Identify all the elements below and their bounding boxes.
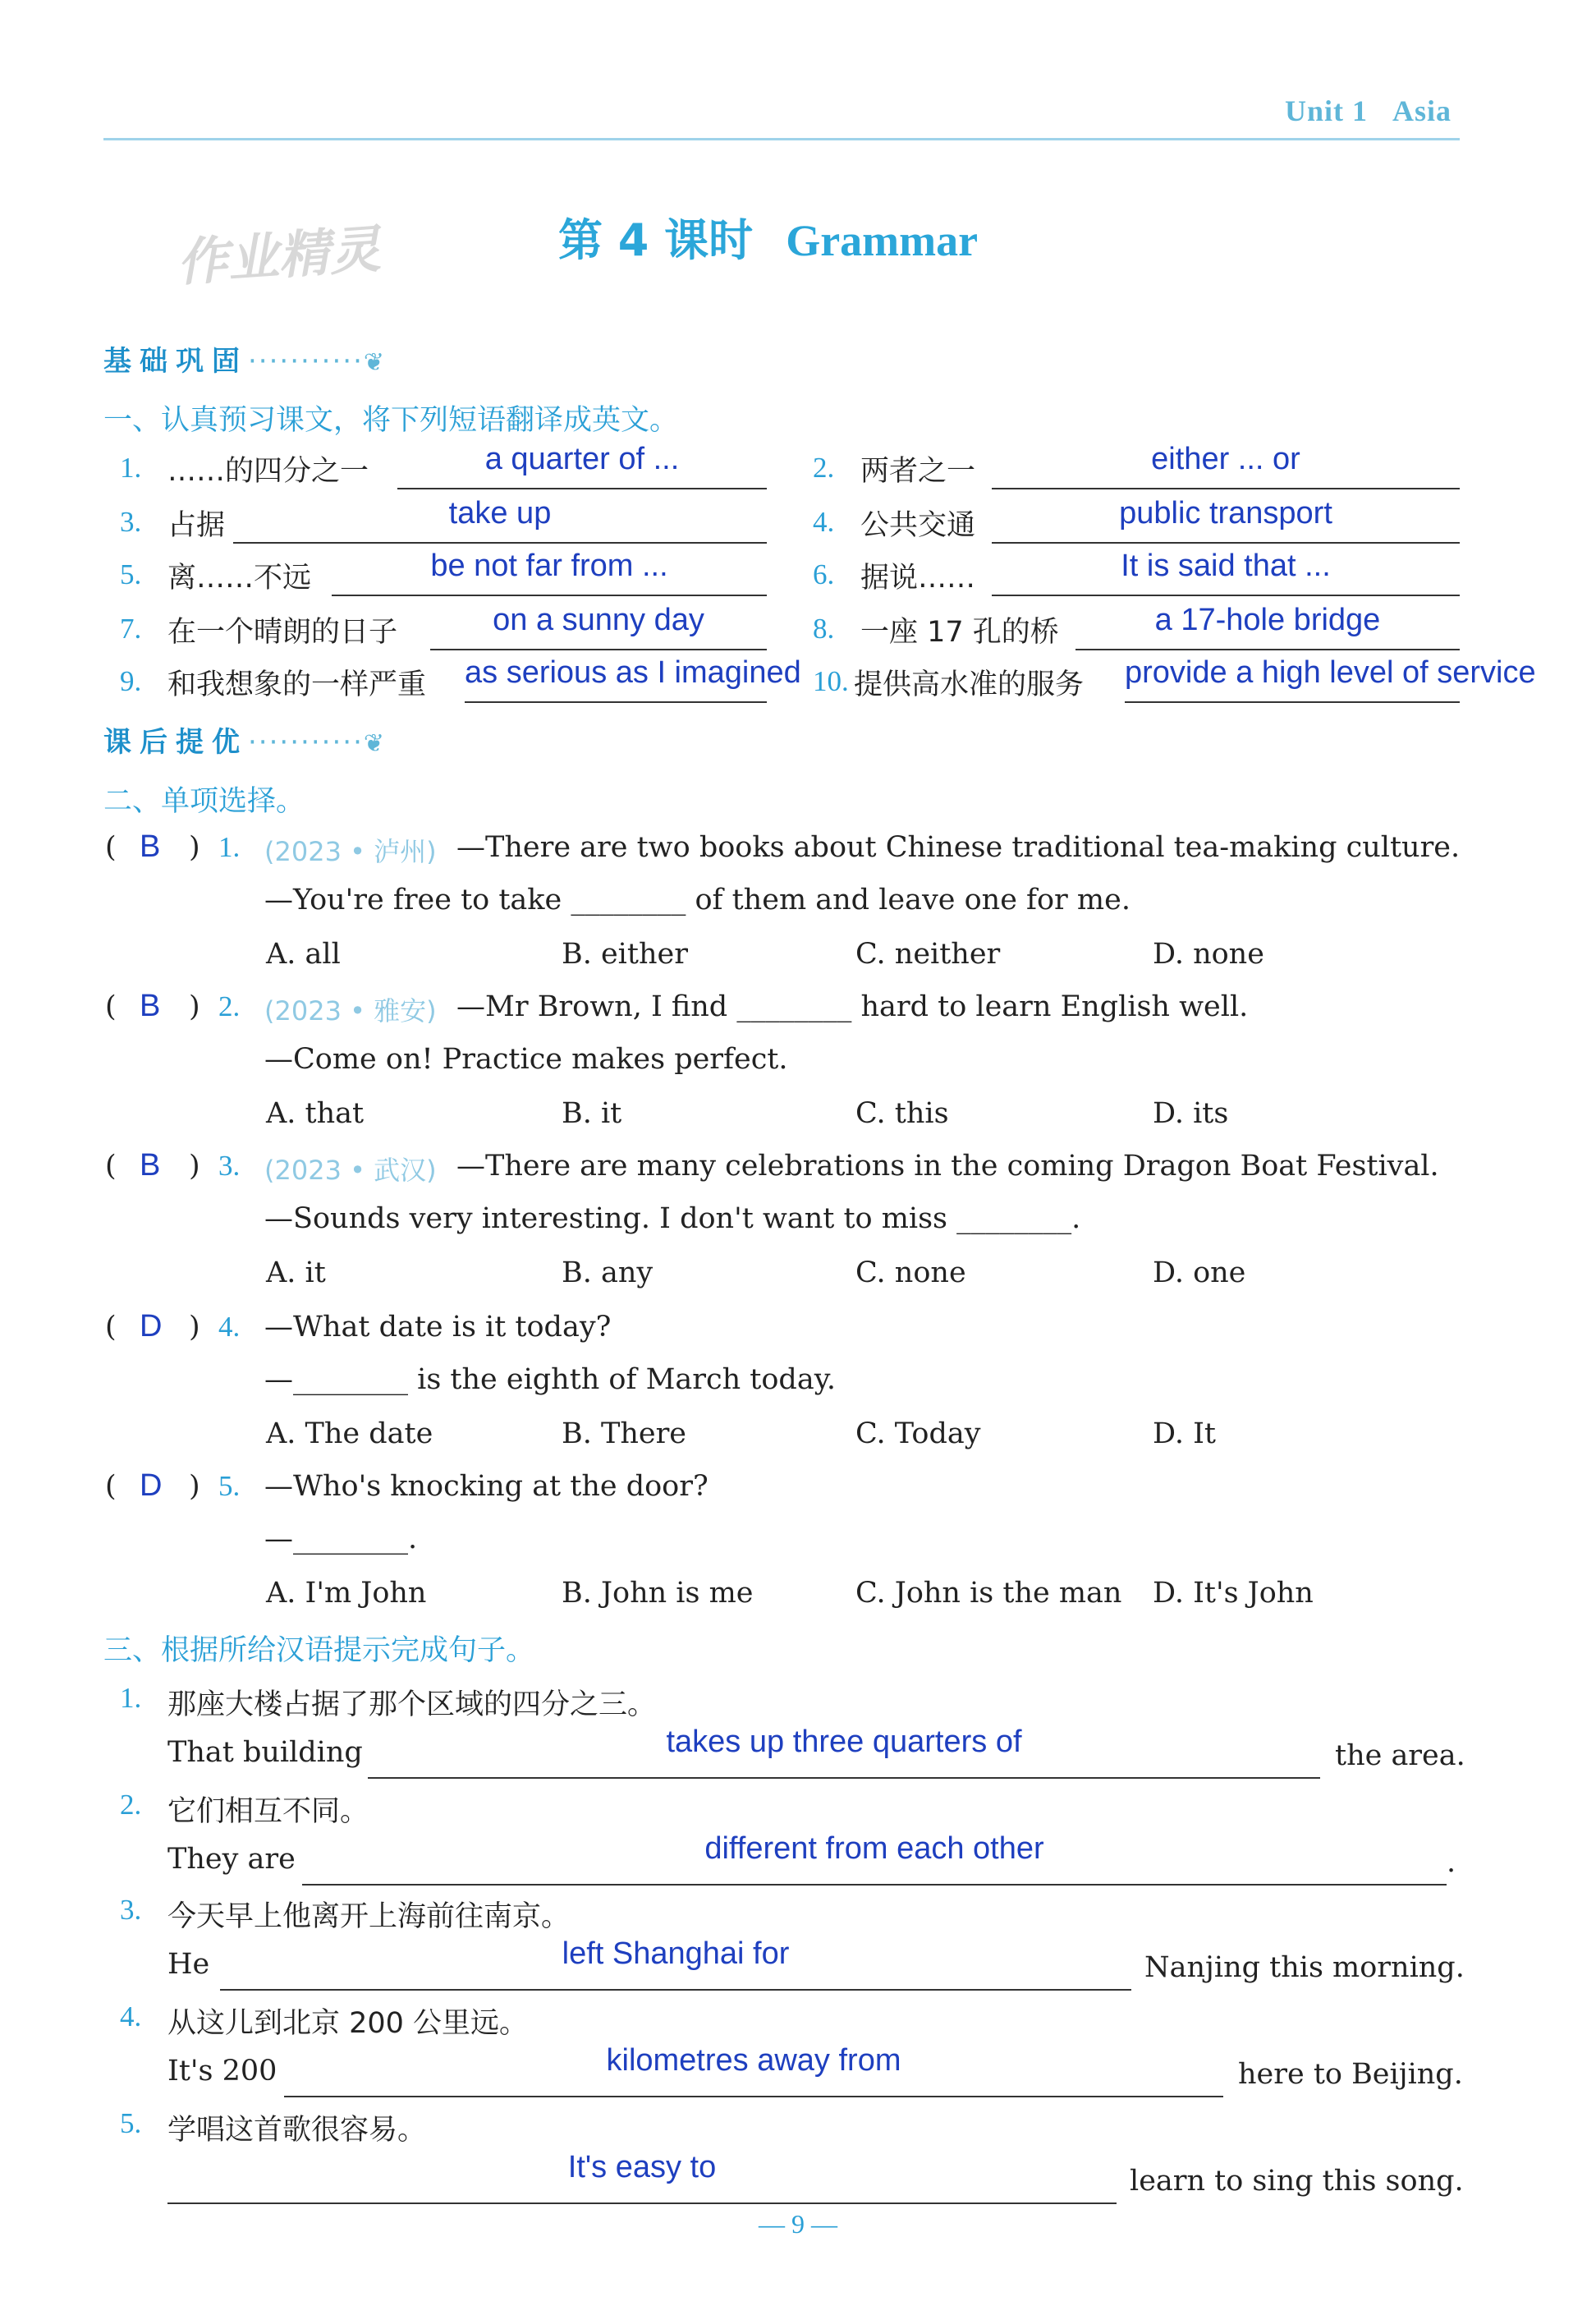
option-b: B. it — [562, 1097, 622, 1130]
section-tag-label: 课后提优 — [103, 726, 248, 759]
unit-label — [1285, 94, 1452, 128]
item-number: 4. — [813, 506, 835, 538]
item-prompt: 占据 — [167, 509, 226, 542]
question-line-2: —Sounds very interesting. I don't want to miss ________. — [264, 1202, 1081, 1235]
handwritten-answer: a quarter of ... — [484, 442, 680, 476]
question-line-2: —________. — [264, 1523, 418, 1555]
item-prompt: 和我想象的一样严重 — [167, 668, 427, 701]
answer-paren-open: ( — [105, 831, 117, 864]
handwritten-answer: It's easy to — [567, 2150, 717, 2184]
answer-paren-open: ( — [105, 1150, 117, 1183]
handwritten-answer: different from each other — [704, 1831, 1044, 1866]
leaf-icon: ❦ — [363, 729, 393, 758]
page-number: — 9 — — [759, 2209, 837, 2239]
chinese-prompt: 那座大楼占据了那个区域的四分之三。 — [167, 1688, 657, 1721]
section1-instruction: 一、认真预习课文，将下列短语翻译成英文。 — [103, 404, 679, 437]
handwritten-answer: It is said that ... — [1121, 549, 1331, 583]
item-number: 2. — [813, 452, 835, 484]
handwritten-answer: either ... or — [1151, 442, 1300, 476]
selected-answer: B — [140, 989, 161, 1023]
item-prompt: ……的四分之一 — [167, 455, 369, 488]
item-number: 1. — [120, 1682, 142, 1714]
question-line-1: —Mr Brown, I find ________ hard to learn English well. — [456, 990, 1249, 1023]
handwritten-answer: left Shanghai for — [562, 1936, 790, 1971]
option-c: C. neither — [855, 938, 1001, 971]
answer-paren-close: ) — [189, 1470, 200, 1503]
option-b: B. John is me — [562, 1577, 754, 1610]
sentence-end: . — [1447, 1846, 1456, 1879]
option-d: D. It's John — [1153, 1577, 1314, 1610]
option-b: B. either — [562, 938, 688, 971]
option-c: C. John is the man — [855, 1577, 1122, 1610]
section-tag-advanced — [103, 719, 392, 760]
selected-answer: B — [140, 829, 161, 864]
answer-paren-open: ( — [105, 1311, 117, 1344]
chinese-prompt: 学唱这首歌很容易。 — [167, 2114, 427, 2147]
leaf-icon: ❦ — [363, 348, 393, 377]
item-prompt: 在一个晴朗的日子 — [167, 616, 398, 649]
item-number: 10. — [813, 665, 849, 697]
answer-paren-close: ) — [189, 990, 200, 1023]
question-source: (2023 • 雅安) — [264, 995, 437, 1027]
dotted-divider: ··········· — [248, 726, 364, 759]
item-prompt: 离……不远 — [167, 562, 312, 595]
selected-answer: B — [140, 1148, 161, 1183]
item-number: 1. — [120, 452, 142, 484]
section-tag-label: 基础巩固 — [103, 345, 248, 378]
item-number: 5. — [120, 558, 142, 590]
handwritten-answer: as serious as I imagined — [465, 655, 801, 690]
section-tag-basic — [103, 338, 392, 379]
option-b: B. any — [562, 1256, 654, 1289]
option-d: D. one — [1153, 1256, 1246, 1289]
page-number-value: 9 — [791, 2209, 805, 2239]
handwritten-answer: on a sunny day — [493, 603, 704, 637]
selected-answer: D — [140, 1309, 163, 1344]
question-line-1: —There are many celebrations in the coming Dragon Boat Festival. — [456, 1150, 1439, 1183]
answer-paren-close: ) — [189, 831, 200, 864]
handwritten-answer: be not far from ... — [430, 549, 668, 583]
option-b: B. There — [562, 1417, 687, 1450]
question-number: 4. — [218, 1311, 241, 1343]
item-number: 5. — [120, 2107, 142, 2139]
handwritten-answer: provide a high level of service — [1125, 655, 1536, 690]
sentence-end: the area. — [1335, 1739, 1465, 1772]
handwritten-answer: public transport — [1119, 496, 1332, 531]
item-number: 7. — [120, 613, 142, 645]
item-prompt: 公共交通 — [860, 509, 976, 542]
question-source: (2023 • 武汉) — [264, 1155, 437, 1186]
unit-topic: Asia — [1392, 94, 1452, 127]
item-prompt: 一座 17 孔的桥 — [860, 616, 1059, 649]
sentence-end: here to Beijing. — [1238, 2058, 1463, 2091]
option-d: D. its — [1153, 1097, 1229, 1130]
item-number: 6. — [813, 558, 835, 590]
section3-instruction: 三、根据所给汉语提示完成句子。 — [103, 1634, 535, 1667]
unit-number: Unit 1 — [1284, 94, 1368, 127]
sentence-start: It's 200 — [167, 2055, 277, 2088]
option-c: C. Today — [855, 1417, 981, 1450]
section2-instruction: 二、单项选择。 — [103, 785, 305, 818]
option-c: C. none — [855, 1256, 966, 1289]
chinese-prompt: 今天早上他离开上海前往南京。 — [167, 1900, 571, 1933]
chinese-prompt: 从这儿到北京 200 公里远。 — [167, 2007, 529, 2040]
answer-paren-open: ( — [105, 1470, 117, 1503]
item-number: 9. — [120, 665, 142, 697]
answer-paren-close: ) — [189, 1311, 200, 1344]
question-line-2: —You're free to take ________ of them and leave one for me. — [264, 884, 1130, 916]
sentence-start: That building — [167, 1736, 363, 1769]
option-d: D. none — [1153, 938, 1264, 971]
option-d: D. It — [1153, 1417, 1216, 1450]
question-line-1: —What date is it today? — [264, 1311, 612, 1344]
handwritten-answer: kilometres away from — [606, 2043, 901, 2078]
option-a: A. it — [266, 1256, 326, 1289]
option-a: A. all — [266, 938, 341, 971]
option-a: A. that — [266, 1097, 365, 1130]
dotted-divider: ··········· — [248, 345, 364, 378]
item-prompt: 据说…… — [860, 562, 976, 595]
chinese-prompt: 它们相互不同。 — [167, 1795, 369, 1828]
question-line-1: —Who's knocking at the door? — [264, 1470, 709, 1503]
lesson-number: 第 4 课时 — [558, 214, 754, 266]
answer-paren-close: ) — [189, 1150, 200, 1183]
question-number: 3. — [218, 1150, 241, 1182]
watermark-logo: 作业精灵 — [175, 218, 383, 293]
handwritten-answer: a 17-hole bridge — [1154, 603, 1381, 637]
sentence-end: Nanjing this morning. — [1144, 1951, 1465, 1984]
question-line-2: —________ is the eighth of March today. — [264, 1363, 836, 1396]
page-title — [558, 205, 978, 269]
handwritten-answer: take up — [448, 496, 552, 531]
question-number: 5. — [218, 1470, 241, 1502]
item-prompt: 两者之一 — [860, 455, 976, 488]
question-line-2: —Come on! Practice makes perfect. — [264, 1043, 788, 1076]
item-number: 8. — [813, 613, 835, 645]
sentence-start: He — [167, 1948, 210, 1981]
handwritten-answer: takes up three quarters of — [666, 1725, 1022, 1759]
question-number: 2. — [218, 990, 241, 1022]
sentence-end: learn to sing this song. — [1130, 2165, 1464, 2198]
lesson-topic: Grammar — [786, 216, 979, 265]
running-header — [103, 89, 1460, 140]
option-a: A. The date — [266, 1417, 433, 1450]
sentence-start: They are — [167, 1843, 296, 1876]
item-number: 2. — [120, 1789, 142, 1821]
question-source: (2023 • 泸州) — [264, 836, 437, 867]
question-number: 1. — [218, 831, 241, 863]
item-number: 3. — [120, 506, 142, 538]
question-line-1: —There are two books about Chinese traditional tea-making culture. — [456, 831, 1461, 864]
item-prompt: 提供高水准的服务 — [854, 668, 1085, 701]
answer-paren-open: ( — [105, 990, 117, 1023]
item-number: 4. — [120, 2000, 142, 2033]
selected-answer: D — [140, 1468, 163, 1503]
option-a: A. I'm John — [266, 1577, 427, 1610]
item-number: 3. — [120, 1894, 142, 1926]
option-c: C. this — [855, 1097, 949, 1130]
